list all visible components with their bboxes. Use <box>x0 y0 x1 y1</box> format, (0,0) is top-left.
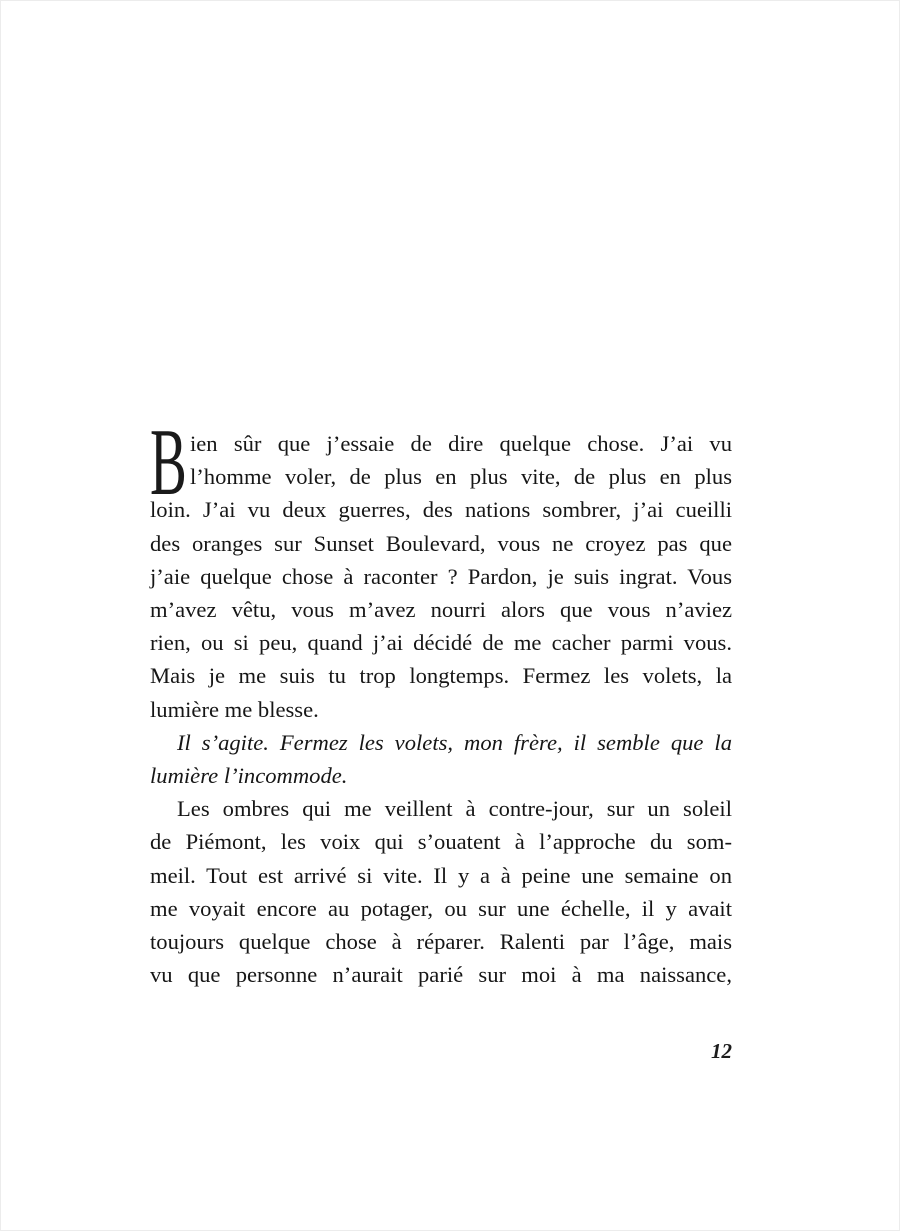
text-line: l’homme voler, de plus en plus vite, de plus en plus <box>190 464 732 490</box>
text-line: Les ombres qui me veillent à contre-jour, sur un soleil <box>177 796 732 822</box>
text-line: me voyait encore au potager, ou sur une échelle, il y avait <box>150 895 732 921</box>
text-line: lumière l’incommode. <box>150 763 348 789</box>
paragraph-italic-aside <box>150 726 732 792</box>
text-line: toujours quelque chose à réparer. Ralenti par l’âge, mais <box>150 929 732 955</box>
text-line: des oranges sur Sunset Boulevard, vous ne croyez pas que <box>150 530 732 556</box>
text-line: Mais je me suis tu trop longtemps. Fermez les volets, la <box>150 663 732 689</box>
paragraph-opening <box>150 409 732 726</box>
text-line: j’aie quelque chose à raconter ? Pardon, je suis ingrat. Vous <box>150 563 732 589</box>
text-line: ien sûr que j’essaie de dire quelque chose. J’ai vu <box>190 431 732 456</box>
text-line: lumière me blesse. <box>150 696 319 722</box>
text-line: Il s’agite. Fermez les volets, mon frère, il semble que la <box>177 729 732 755</box>
text-line: m’avez vêtu, vous m’avez nourri alors que vous n’aviez <box>150 597 732 623</box>
drop-cap: B <box>150 409 187 515</box>
text-line: rien, ou si peu, quand j’ai décidé de me cacher parmi vous. <box>150 630 732 656</box>
page-number: 12 <box>711 1039 732 1063</box>
text-block <box>150 409 732 991</box>
text-line: meil. Tout est arrivé si vite. Il y a à peine une semaine on <box>150 862 732 888</box>
text-line: vu que personne n’aurait parié sur moi à ma naissance, <box>150 962 732 988</box>
paragraph-closing <box>150 792 732 991</box>
text-line: de Piémont, les voix qui s’ouatent à l’approche du som- <box>150 829 732 855</box>
text-line: loin. J’ai vu deux guerres, des nations sombrer, j’ai cueilli <box>150 497 732 523</box>
